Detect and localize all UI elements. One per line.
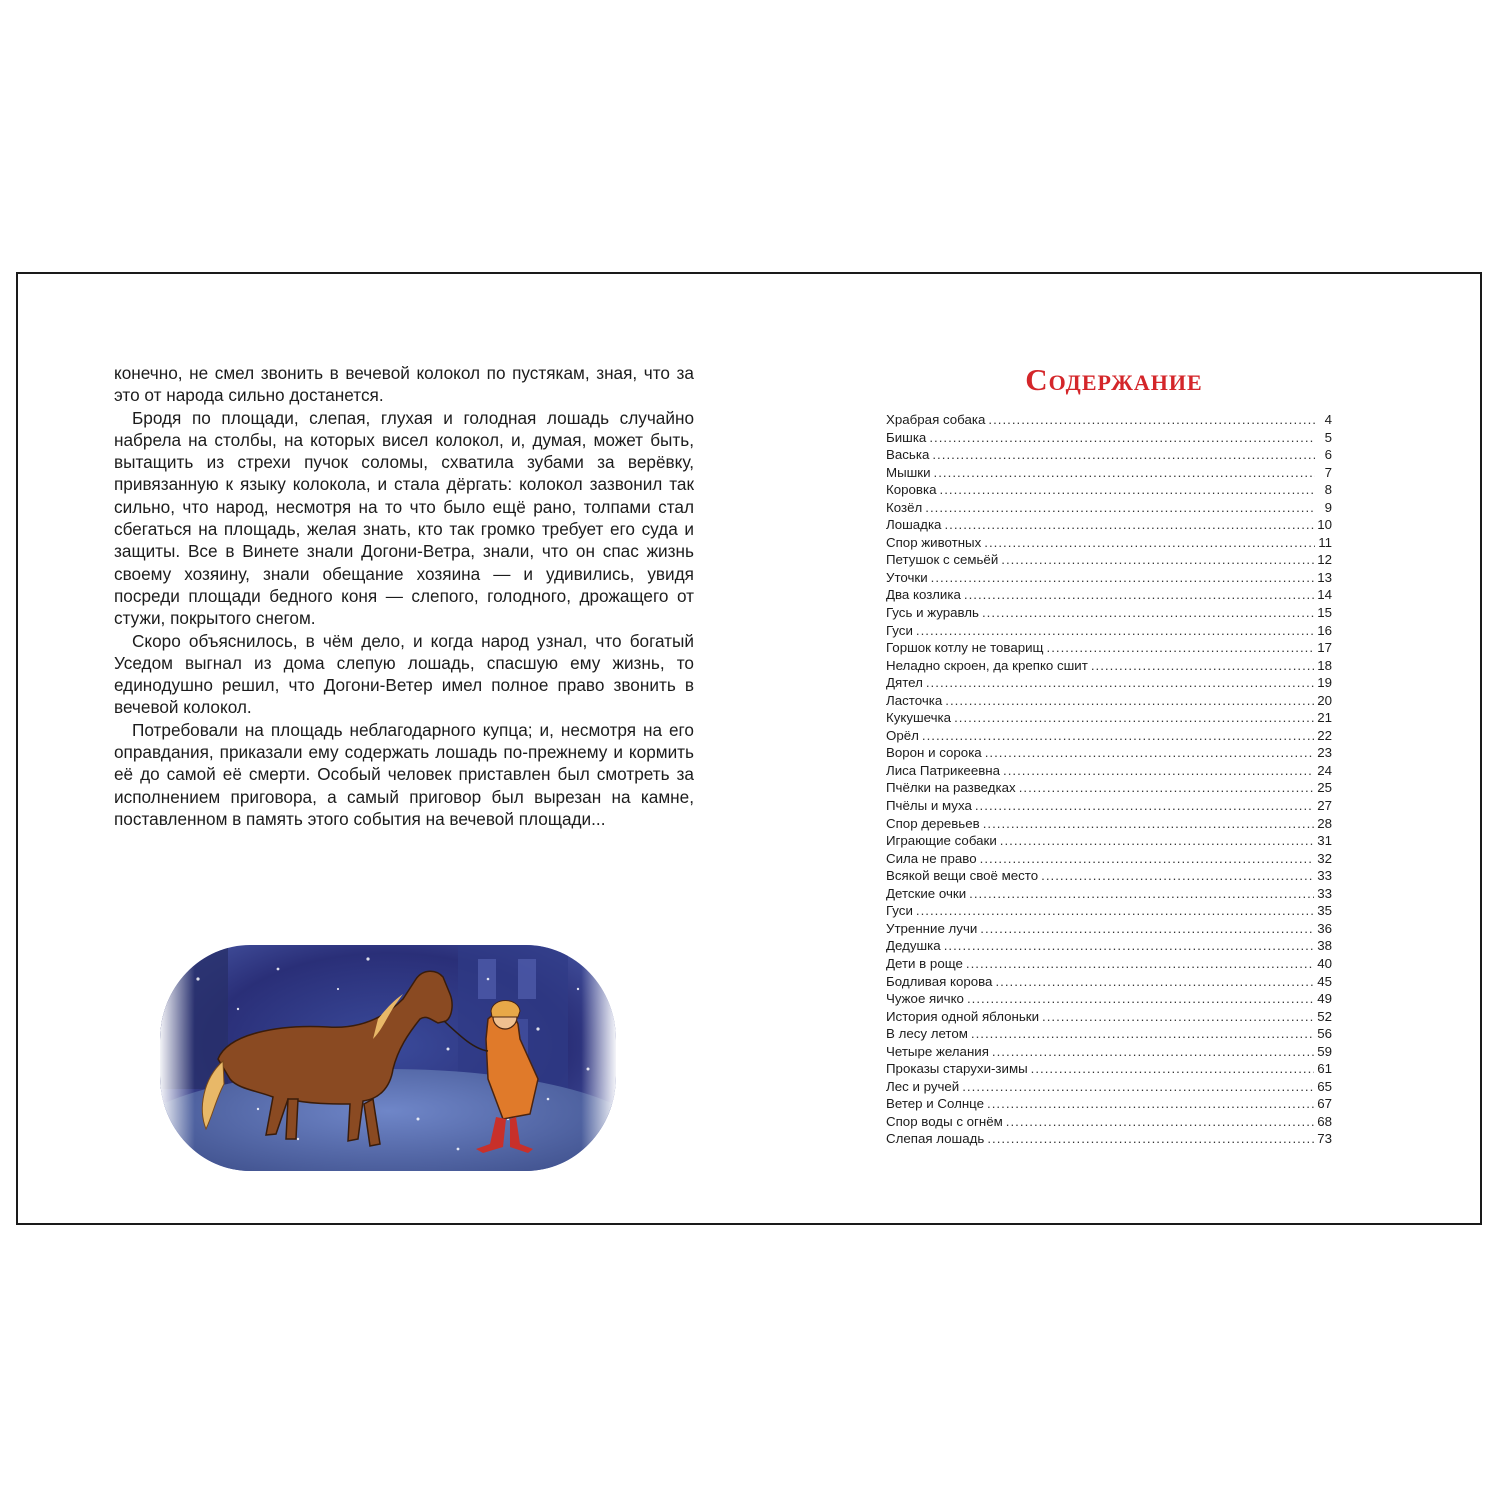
toc-leader-dots xyxy=(916,903,1314,918)
toc-entry-title: Спор животных xyxy=(886,534,982,550)
toc-leader-dots xyxy=(983,816,1315,831)
horse-and-man-illustration xyxy=(158,939,618,1176)
toc-entry-title: Пчёлки на разведках xyxy=(886,780,1016,796)
toc-leader-dots xyxy=(929,430,1315,445)
toc-entry-title: Васька xyxy=(886,447,930,463)
toc-entry-title: Неладно скроен, да крепко сшит xyxy=(886,657,1088,673)
toc-entry xyxy=(886,816,1332,834)
toc-leader-dots xyxy=(964,587,1314,602)
toc-entry xyxy=(886,974,1332,992)
toc-entry-page: 19 xyxy=(1317,675,1332,691)
toc-entry xyxy=(886,710,1332,728)
toc-entry-title: Кукушечка xyxy=(886,710,952,726)
toc-entry xyxy=(886,1096,1332,1114)
toc-leader-dots xyxy=(966,956,1314,971)
toc-entry xyxy=(886,675,1332,693)
toc-entry-title: Четыре желания xyxy=(886,1043,989,1059)
toc-entry-title: Гусь и журавль xyxy=(886,605,979,621)
toc-leader-dots xyxy=(1003,763,1314,778)
toc-entry-page: 14 xyxy=(1317,587,1332,603)
toc-entry-title: Пчёлы и муха xyxy=(886,798,972,814)
toc-title: Содержание xyxy=(1025,362,1203,397)
toc-entry-page: 36 xyxy=(1317,920,1332,936)
toc-entry-page: 15 xyxy=(1317,605,1332,621)
toc-entry-title: История одной яблоньки xyxy=(886,1008,1040,1024)
toc-leader-dots xyxy=(944,938,1315,953)
toc-entry-title: Играющие собаки xyxy=(886,833,997,849)
toc-entry xyxy=(886,728,1332,746)
story-paragraph: конечно, не смел звонить в вечевой колокол по пустякам, зная, что за это от народа сильно достанется. xyxy=(114,363,694,406)
toc-entry-title: Гуси xyxy=(886,903,913,919)
toc-entry-page: 49 xyxy=(1317,991,1332,1007)
toc-entry-title: Бодливая корова xyxy=(886,973,993,989)
toc-entry-page: 20 xyxy=(1317,692,1332,708)
toc-entry-title: Храбрая собака xyxy=(886,412,986,427)
toc-entry-page: 8 xyxy=(1324,482,1332,498)
toc-entry-title: Спор деревьев xyxy=(886,815,980,831)
toc-leader-dots xyxy=(926,675,1314,690)
toc-leader-dots xyxy=(932,447,1315,462)
toc-entry-page: 28 xyxy=(1317,815,1332,831)
toc-entry xyxy=(886,1079,1332,1097)
toc-entry xyxy=(886,851,1332,869)
toc-leader-dots xyxy=(1047,640,1315,655)
toc-leader-dots xyxy=(1041,868,1314,883)
toc-entry-title: Бишка xyxy=(886,429,927,445)
toc-entry-title: Коровка xyxy=(886,482,937,498)
toc-entry-title: Чужое яичко xyxy=(886,991,964,1007)
toc-entry xyxy=(886,500,1332,518)
toc-entry-title: Всякой вещи своё место xyxy=(886,868,1039,884)
toc-entry-title: Ветер и Солнце xyxy=(886,1096,985,1112)
toc-entry-title: Проказы старухи-зимы xyxy=(886,1061,1028,1077)
toc-leader-dots xyxy=(944,517,1314,532)
toc-leader-dots xyxy=(1019,780,1315,795)
toc-entry xyxy=(886,693,1332,711)
story-paragraph: Скоро объяснилось, в чём дело, и когда народ узнал, что богатый Уседом выгнал из дома слепую лошадь, спасшую ему жизнь, то единодушно решил, что Догони-Ветер имел полное право звонить в вечевой колокол. xyxy=(114,630,694,718)
toc-entry-title: Сила не право xyxy=(886,850,977,866)
toc-entry-page: 61 xyxy=(1317,1061,1332,1077)
toc-entry xyxy=(886,1114,1332,1132)
toc-leader-dots xyxy=(984,535,1315,550)
toc-entry-title: Спор воды с огнём xyxy=(886,1113,1003,1129)
toc-leader-dots xyxy=(1031,1061,1315,1076)
toc-entry xyxy=(886,921,1332,939)
toc-entry-title: В лесу летом xyxy=(886,1026,968,1042)
toc-leader-dots xyxy=(931,570,1315,585)
toc-entry-title: Лошадка xyxy=(886,517,942,533)
toc-entry-page: 6 xyxy=(1324,447,1332,463)
toc-entry-page: 12 xyxy=(1317,552,1332,568)
toc-leader-dots xyxy=(967,991,1314,1006)
toc-entry-page: 5 xyxy=(1324,429,1332,445)
toc-entry xyxy=(886,868,1332,886)
toc-entry-page: 25 xyxy=(1317,780,1332,796)
toc-leader-dots xyxy=(934,465,1315,480)
toc-leader-dots xyxy=(940,482,1316,497)
toc-entry-page: 33 xyxy=(1317,868,1332,884)
toc-entry-page: 11 xyxy=(1318,534,1332,550)
toc-entry-title: Петушок с семьёй xyxy=(886,552,999,568)
toc-entry-page: 40 xyxy=(1317,955,1332,971)
toc-entry-page: 35 xyxy=(1317,903,1332,919)
toc-entry-title: Гуси xyxy=(886,622,913,638)
toc-entry-title: Дети в роще xyxy=(886,955,963,971)
toc-entry xyxy=(886,517,1332,535)
toc-leader-dots xyxy=(1091,658,1314,673)
toc-entry xyxy=(886,570,1332,588)
toc-entry xyxy=(886,1061,1332,1079)
toc-entry-title: Уточки xyxy=(886,569,928,585)
toc-leader-dots xyxy=(922,728,1314,743)
toc-leader-dots xyxy=(945,693,1314,708)
story-paragraph: Бродя по площади, слепая, глухая и голодная лошадь случайно набрела на столбы, на которых висел колокол, и, думая, может быть, вытащить из стрехи пучок соломы, схватила зубами за верёвку, привязанную к языку колокола, и стала дёргать: колокол зазвонил так сильно, что народ, несмотря на то что было ещё рано, толпами стал сбегаться на площадь, желая знать, кто так громко требует его суда и защиты. Все в Винете знали Догони-Ветра, знали, что он спас жизнь своему хозяину, знали обещание хозяина — и удивились, увидя посреди площади бедного коня — слепого, голодного, дрожащего от стужи, покрытого снегом. xyxy=(114,407,694,629)
toc-entry-page: 10 xyxy=(1317,517,1332,533)
toc-leader-dots xyxy=(954,710,1314,725)
toc-entry-page: 31 xyxy=(1317,833,1332,849)
toc-entry-page: 13 xyxy=(1317,569,1332,585)
book-spread xyxy=(16,272,1482,1225)
toc-leader-dots xyxy=(975,798,1314,813)
toc-entry-page: 59 xyxy=(1317,1043,1332,1059)
toc-leader-dots xyxy=(992,1044,1314,1059)
toc-leader-dots xyxy=(988,412,1315,427)
toc-entry-page: 18 xyxy=(1317,657,1332,673)
toc-entry-page: 67 xyxy=(1317,1096,1332,1112)
toc-entry-page: 56 xyxy=(1317,1026,1332,1042)
table-of-contents xyxy=(886,412,1332,1149)
toc-leader-dots xyxy=(982,605,1314,620)
toc-leader-dots xyxy=(925,500,1315,515)
toc-leader-dots xyxy=(1000,833,1314,848)
toc-entry-page: 21 xyxy=(1317,710,1332,726)
toc-entry xyxy=(886,763,1332,781)
toc-entry-page: 32 xyxy=(1317,850,1332,866)
toc-entry-title: Лиса Патрикеевна xyxy=(886,762,1001,778)
toc-entry-title: Утренние лучи xyxy=(886,920,978,936)
toc-entry-page: 68 xyxy=(1317,1113,1332,1129)
toc-leader-dots xyxy=(980,851,1315,866)
toc-entry xyxy=(886,1009,1332,1027)
toc-entry xyxy=(886,658,1332,676)
toc-entry-title: Детские очки xyxy=(886,885,967,901)
toc-entry-page: 73 xyxy=(1317,1131,1332,1147)
story-text xyxy=(114,362,694,830)
toc-entry-page: 23 xyxy=(1317,745,1332,761)
toc-entry-page: 9 xyxy=(1324,499,1332,515)
toc-entry xyxy=(886,991,1332,1009)
toc-entry-page: 4 xyxy=(1324,412,1332,427)
toc-leader-dots xyxy=(971,1026,1314,1041)
toc-entry-title: Два козлика xyxy=(886,587,961,603)
toc-leader-dots xyxy=(995,974,1314,989)
toc-entry-title: Мышки xyxy=(886,464,931,480)
toc-entry xyxy=(886,465,1332,483)
toc-leader-dots xyxy=(987,1131,1314,1146)
toc-entry xyxy=(886,447,1332,465)
toc-entry-page: 65 xyxy=(1317,1078,1332,1094)
toc-entry xyxy=(886,745,1332,763)
toc-leader-dots xyxy=(969,886,1314,901)
toc-entry xyxy=(886,640,1332,658)
toc-entry xyxy=(886,535,1332,553)
toc-leader-dots xyxy=(980,921,1314,936)
toc-entry xyxy=(886,412,1332,430)
toc-entry xyxy=(886,1044,1332,1062)
toc-entry xyxy=(886,833,1332,851)
toc-entry xyxy=(886,1131,1332,1149)
toc-leader-dots xyxy=(962,1079,1314,1094)
toc-entry-title: Дятел xyxy=(886,675,923,691)
toc-entry-page: 45 xyxy=(1317,973,1332,989)
toc-entry xyxy=(886,430,1332,448)
toc-entry-page: 52 xyxy=(1317,1008,1332,1024)
toc-entry-title: Ворон и сорока xyxy=(886,745,982,761)
toc-entry xyxy=(886,938,1332,956)
story-paragraph: Потребовали на площадь неблагодарного купца; и, несмотря на его оправдания, приказали ему содержать лошадь по-прежнему и кормить её до самой её смерти. Особый человек приставлен был смотреть за исполнением приговора, а самый приговор был вырезан на камне, поставленном в память этого события на вечевой площади... xyxy=(114,719,694,829)
toc-leader-dots xyxy=(985,745,1315,760)
toc-entry-page: 24 xyxy=(1317,762,1332,778)
toc-entry xyxy=(886,956,1332,974)
toc-entry xyxy=(886,587,1332,605)
toc-entry-page: 38 xyxy=(1317,938,1332,954)
toc-entry xyxy=(886,482,1332,500)
toc-leader-dots xyxy=(916,623,1314,638)
toc-entry-title: Козёл xyxy=(886,499,923,515)
toc-entry xyxy=(886,623,1332,641)
toc-entry xyxy=(886,903,1332,921)
toc-entry xyxy=(886,780,1332,798)
toc-entry-title: Дедушка xyxy=(886,938,941,954)
toc-entry-title: Орёл xyxy=(886,727,919,743)
toc-entry xyxy=(886,605,1332,623)
toc-leader-dots xyxy=(1042,1009,1314,1024)
toc-entry xyxy=(886,1026,1332,1044)
toc-entry-title: Лес и ручей xyxy=(886,1078,960,1094)
toc-entry-page: 16 xyxy=(1317,622,1332,638)
toc-leader-dots xyxy=(1001,552,1314,567)
toc-entry-page: 17 xyxy=(1317,640,1332,656)
toc-entry-page: 27 xyxy=(1317,798,1332,814)
toc-leader-dots xyxy=(1006,1114,1314,1129)
toc-leader-dots xyxy=(987,1096,1314,1111)
toc-entry-title: Горшок котлу не товарищ xyxy=(886,640,1044,656)
toc-entry xyxy=(886,552,1332,570)
toc-entry-page: 7 xyxy=(1324,464,1332,480)
toc-entry xyxy=(886,798,1332,816)
toc-entry-page: 22 xyxy=(1317,727,1332,743)
toc-entry xyxy=(886,886,1332,904)
toc-entry-title: Ласточка xyxy=(886,692,943,708)
toc-entry-page: 33 xyxy=(1317,885,1332,901)
toc-entry-title: Слепая лошадь xyxy=(886,1131,985,1147)
